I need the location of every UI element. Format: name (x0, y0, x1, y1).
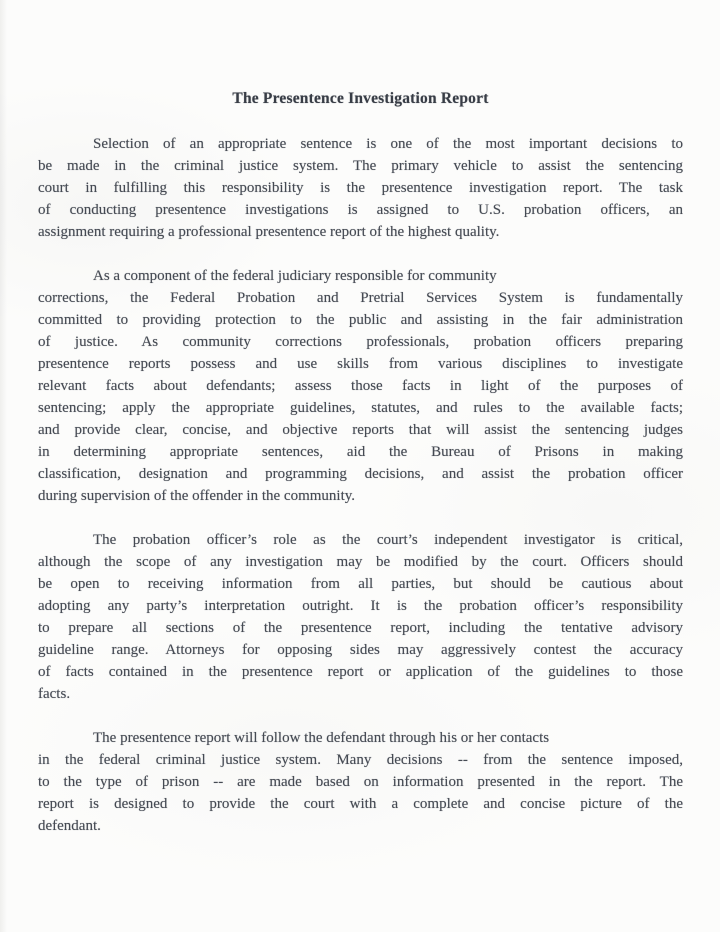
text-line: defendant. (38, 818, 101, 834)
text-line: of facts contained in the presentence report or application of the guidelines to those (38, 664, 683, 680)
document-title: The Presentence Investigation Report (232, 90, 489, 107)
text-line: court in fulfilling this responsibility is the presentence investigation report. The task (38, 180, 683, 196)
text-line: committed to providing protection to the public and assisting in the fair administration (38, 312, 683, 328)
text-line: report is designed to provide the court with a complete and concise picture of the (38, 796, 683, 812)
text-line: The probation officer’s role as the court’s independent investigator is critical, (93, 532, 683, 548)
text-line: relevant facts about defendants; assess those facts in light of the purposes of (38, 378, 683, 394)
text-line: sentencing; apply the appropriate guidelines, statutes, and rules to the available facts; (38, 400, 683, 416)
text-line: assignment requiring a professional presentence report of the highest quality. (38, 224, 500, 240)
text-line: classification, designation and programming decisions, and assist the probation officer (38, 466, 683, 482)
text-line: to prepare all sections of the presentence report, including the tentative advisory (38, 620, 683, 636)
text-line: in the federal criminal justice system. Many decisions -- from the sentence imposed, (38, 752, 683, 768)
text-line: and provide clear, concise, and objective reports that will assist the sentencing judges (38, 422, 683, 438)
text-line: presentence reports possess and use skills from various disciplines to investigate (38, 356, 683, 372)
paragraph (38, 133, 683, 243)
text-line: corrections, the Federal Probation and Pretrial Services System is fundamentally (38, 290, 683, 306)
text-line: during supervision of the offender in the community. (38, 488, 356, 504)
text-line: The presentence report will follow the defendant through his or her contacts (93, 730, 550, 746)
text-line: although the scope of any investigation may be modified by the court. Officers should (38, 554, 683, 570)
paragraph (38, 529, 683, 705)
document-body (38, 88, 683, 837)
text-line: As a component of the federal judiciary responsible for community (93, 268, 497, 284)
text-line: Selection of an appropriate sentence is one of the most important decisions to (93, 136, 683, 152)
paragraph (38, 727, 683, 837)
text-line: adopting any party’s interpretation outright. It is the probation officer’s responsibility (38, 598, 683, 614)
text-line: be open to receiving information from all parties, but should be cautious about (38, 576, 683, 592)
text-line: in determining appropriate sentences, aid the Bureau of Prisons in making (38, 444, 683, 460)
paragraph (38, 265, 683, 507)
text-line: to the type of prison -- are made based on information presented in the report. The (38, 774, 683, 790)
text-line: guideline range. Attorneys for opposing sides may aggressively contest the accuracy (38, 642, 683, 658)
text-line: of justice. As community corrections professionals, probation officers preparing (38, 334, 683, 350)
text-line: of conducting presentence investigations is assigned to U.S. probation officers, an (38, 202, 683, 218)
text-line: be made in the criminal justice system. The primary vehicle to assist the sentencing (38, 158, 683, 174)
text-line: facts. (38, 686, 71, 702)
